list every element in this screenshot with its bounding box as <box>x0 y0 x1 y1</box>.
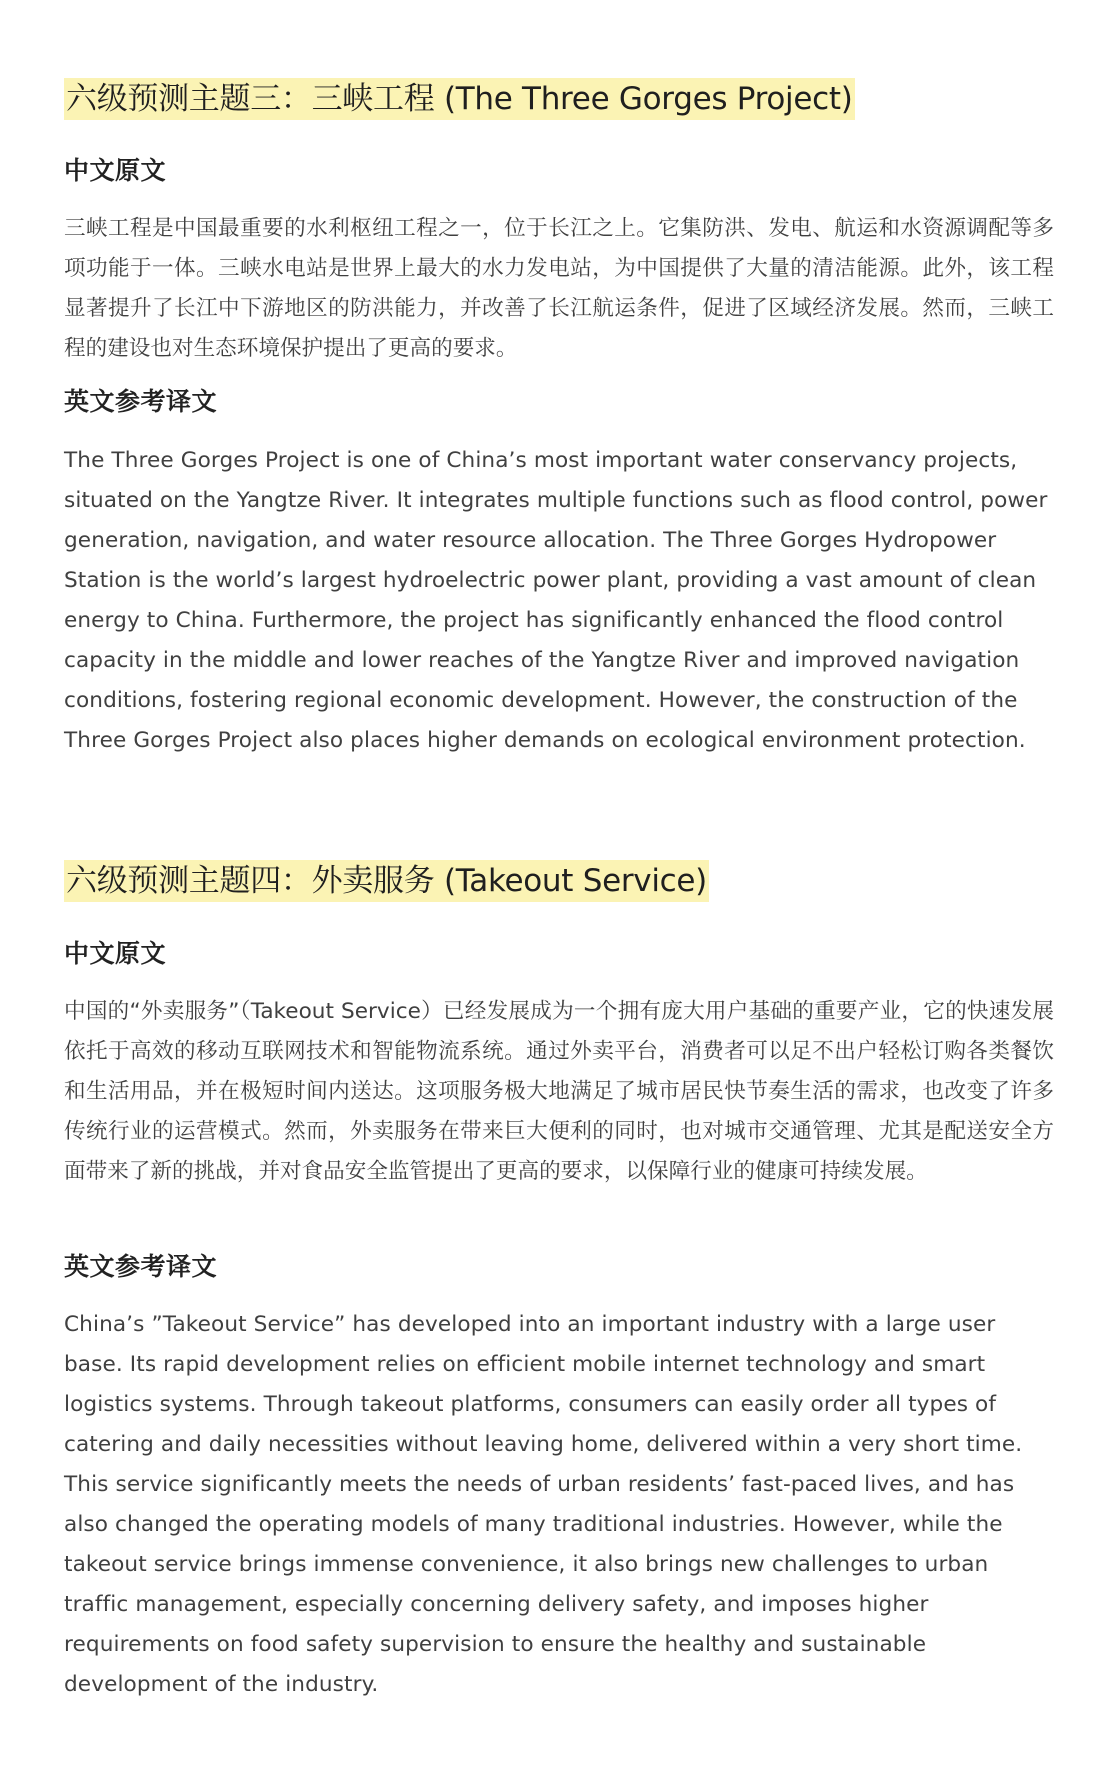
chinese-original-heading: 中文原文 <box>64 939 167 968</box>
english-translation-heading: 英文参考译文 <box>64 1252 218 1281</box>
section-title-text: 六级预测主题四：外卖服务 (Takeout Service) <box>64 860 709 902</box>
english-translation-text: The Three Gorges Project is one of China’s most important water conservancy projects, situated on the Yangtze River. It integrates multiple functions such as flood control, power generation, navigation, and water resource allocation. The Three Gorges Hydropower Station is the world’s largest hydroelectric power plant, providing a vast amount of clean energy to China. Furthermore, the project has significantly enhanced the flood control capacity in the middle and lower reaches of the Yangtze River and improved navigation conditions, fostering regional economic development. However, the construction of the Three Gorges Project also places higher demands on ecological environment protection. <box>64 448 1048 753</box>
section-title-text: 六级预测主题三：三峡工程 (The Three Gorges Project) <box>64 78 855 120</box>
section-title <box>64 78 855 120</box>
english-translation-text: China’s ”Takeout Service” has developed into an important industry with a large user base. Its rapid development relies on efficient mobile internet technology and smart logistics systems. Through takeout platforms, consumers can easily order all types of catering and daily necessities without leaving home, delivered within a very short time. This service significantly meets the needs of urban residents’ fast-paced lives, and has also changed the operating models of many traditional industries. However, while the takeout service brings immense convenience, it also brings new challenges to urban traffic management, especially concerning delivery safety, and imposes higher requirements on food safety supervision to ensure the healthy and sustainable development of the industry. <box>64 1312 1023 1697</box>
chinese-original-text: 三峡工程是中国最重要的水利枢纽工程之一，位于长江之上。它集防洪、发电、航运和水资源调配等多项功能于一体。三峡水电站是世界上最大的水力发电站，为中国提供了大量的清洁能源。此外，该工程显著提升了长江中下游地区的防洪能力，并改善了长江航运条件，促进了区域经济发展。然而，三峡工程的建设也对生态环境保护提出了更高的要求。 <box>64 216 1054 361</box>
chinese-original-text: 中国的“外卖服务”（Takeout Service）已经发展成为一个拥有庞大用户基础的重要产业，它的快速发展依托于高效的移动互联网技术和智能物流系统。通过外卖平台，消费者可以足不出户轻松订购各类餐饮和生活用品，并在极短时间内送达。这项服务极大地满足了城市居民快节奏生活的需求，也改变了许多传统行业的运营模式。然而，外卖服务在带来巨大便利的同时，也对城市交通管理、尤其是配送安全方面带来了新的挑战，并对食品安全监管提出了更高的要求，以保障行业的健康可持续发展。 <box>64 999 1054 1184</box>
english-translation-heading: 英文参考译文 <box>64 387 218 416</box>
section-title <box>64 860 709 902</box>
chinese-original-heading: 中文原文 <box>64 156 167 185</box>
